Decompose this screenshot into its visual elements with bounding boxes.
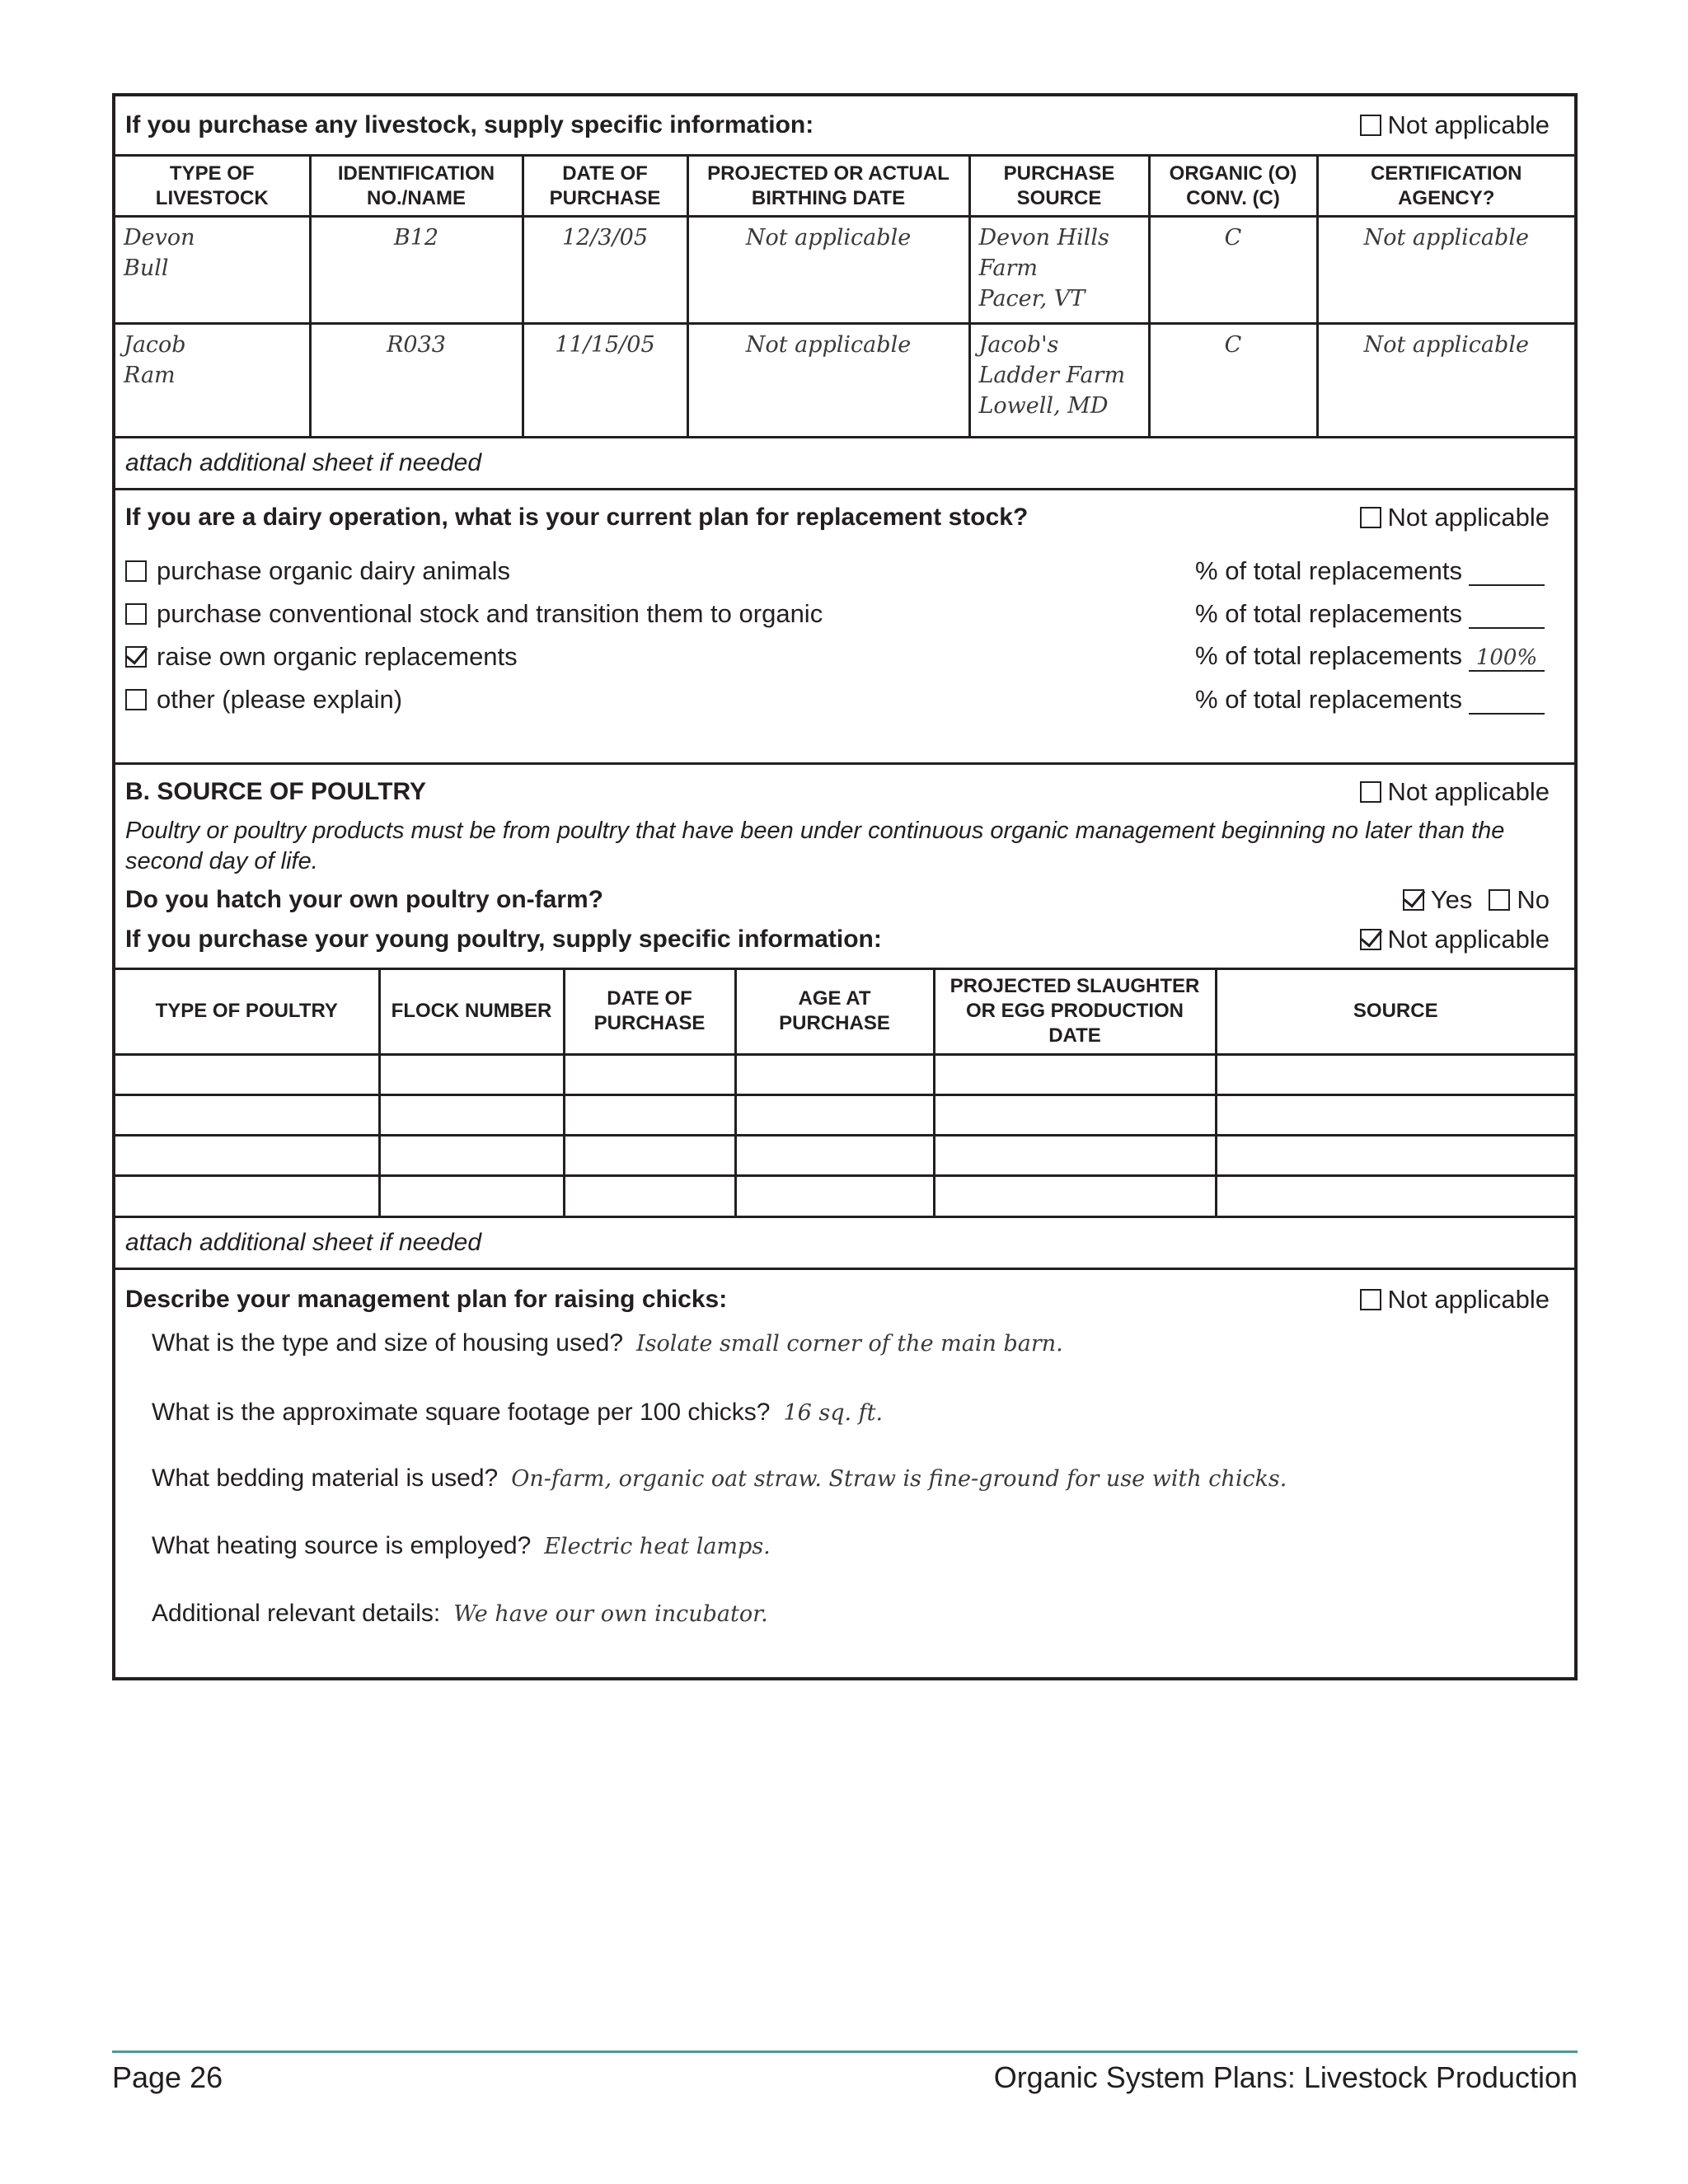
footer-rule: [112, 2050, 1578, 2053]
answer-text[interactable]: Electric heat lamps.: [544, 1534, 771, 1559]
poultry-section: [115, 765, 1574, 1219]
empty-cell[interactable]: [379, 1094, 564, 1135]
option-label: raise own organic replacements: [157, 641, 518, 671]
option-checkbox[interactable]: [125, 560, 147, 582]
empty-cell[interactable]: [564, 1135, 735, 1175]
chicks-question: [152, 1465, 1550, 1493]
col-certification-agency: CERTIFICATION AGENCY?: [1317, 156, 1574, 217]
answer-text[interactable]: We have our own incubator.: [453, 1601, 768, 1627]
table-row: [115, 217, 1574, 324]
option-label: purchase organic dairy animals: [157, 555, 511, 585]
option-label: purchase conventional stock and transition them to organic: [157, 598, 823, 628]
empty-cell[interactable]: [115, 1175, 379, 1216]
empty-cell[interactable]: [735, 1135, 934, 1175]
poultry-table: [115, 968, 1574, 1216]
answer-text[interactable]: On-farm, organic oat straw. Straw is fine-ground for use with chicks.: [511, 1466, 1287, 1492]
livestock-attach-note: attach additional sheet if needed: [125, 448, 481, 476]
empty-cell[interactable]: [115, 1135, 379, 1175]
chicks-question: [152, 1600, 1550, 1628]
cell-birthing[interactable]: Not applicable: [687, 217, 969, 324]
cell-id[interactable]: B12: [310, 217, 523, 324]
poultry-na-label: Not applicable: [1387, 776, 1550, 806]
table-row: [115, 1175, 1574, 1216]
purchase-na-label: Not applicable: [1387, 924, 1550, 954]
col-type-of-poultry: TYPE OF POULTRY: [115, 968, 379, 1054]
pct-value[interactable]: 100%: [1469, 645, 1545, 672]
document-title: Organic System Plans: Livestock Production: [993, 2060, 1578, 2094]
hatch-yes-checkbox[interactable]: [1403, 889, 1424, 911]
pct-label: % of total replacements: [1195, 598, 1462, 628]
pct-blank[interactable]: [1469, 690, 1545, 715]
hatch-yes-label: Yes: [1430, 884, 1473, 914]
question-text: What bedding material is used?: [152, 1465, 499, 1492]
cell-birthing[interactable]: Not applicable: [687, 324, 969, 436]
hatch-no-checkbox[interactable]: [1489, 889, 1510, 911]
livestock-heading: If you purchase any livestock, supply specific information:: [125, 111, 814, 138]
pct-blank[interactable]: [1469, 561, 1545, 586]
livestock-na-label: Not applicable: [1387, 110, 1550, 139]
cell-type: Jacob: [124, 332, 186, 358]
empty-cell[interactable]: [564, 1175, 735, 1216]
purchase-na-checkbox[interactable]: [1360, 929, 1381, 950]
question-text: Additional relevant details:: [152, 1600, 441, 1627]
option-label: other (please explain): [157, 684, 403, 714]
cell-agency[interactable]: Not applicable: [1317, 324, 1574, 436]
answer-text[interactable]: Isolate small corner of the main barn.: [636, 1331, 1063, 1357]
empty-cell[interactable]: [1216, 1094, 1574, 1135]
pct-blank[interactable]: [1469, 604, 1545, 629]
option-checkbox-checked[interactable]: [125, 646, 147, 668]
empty-cell[interactable]: [379, 1175, 564, 1216]
answer-text[interactable]: 16 sq. ft.: [783, 1400, 884, 1426]
cell-source: Lowell, MD: [978, 393, 1109, 419]
col-projected-slaughter: PROJECTED SLAUGHTER OR EGG PRODUCTION DATE: [934, 968, 1216, 1054]
poultry-attach-note: attach additional sheet if needed: [125, 1229, 481, 1256]
empty-cell[interactable]: [934, 1054, 1216, 1094]
hatch-question: Do you hatch your own poultry on-farm?: [125, 885, 603, 913]
dairy-na-label: Not applicable: [1387, 502, 1550, 532]
col-date-of-purchase: DATE OF PURCHASE: [523, 156, 687, 217]
chicks-question: [152, 1399, 1550, 1427]
cell-type: Bull: [124, 255, 169, 281]
empty-cell[interactable]: [934, 1135, 1216, 1175]
col-age-at-purchase: AGE AT PURCHASE: [735, 968, 934, 1054]
col-birthing-date: PROJECTED OR ACTUAL BIRTHING DATE: [687, 156, 969, 217]
pct-label: % of total replacements: [1195, 684, 1462, 714]
cell-source: Ladder Farm: [978, 363, 1126, 388]
cell-source: Pacer, VT: [978, 286, 1085, 312]
pct-label: % of total replacements: [1195, 555, 1462, 585]
poultry-heading: B. SOURCE OF POULTRY: [125, 777, 427, 805]
question-text: What is the approximate square footage per 100 chicks?: [152, 1399, 771, 1426]
empty-cell[interactable]: [1216, 1175, 1574, 1216]
dairy-option: [125, 678, 1545, 721]
dairy-section: [115, 490, 1574, 765]
livestock-table: [115, 154, 1574, 436]
option-checkbox[interactable]: [125, 689, 147, 710]
cell-source: Farm: [978, 255, 1039, 281]
cell-date[interactable]: 11/15/05: [523, 324, 687, 436]
cell-type: Ram: [124, 363, 176, 388]
col-identification: IDENTIFICATION NO./NAME: [310, 156, 523, 217]
chicks-na-label: Not applicable: [1387, 1285, 1550, 1314]
empty-cell[interactable]: [379, 1054, 564, 1094]
chicks-question: [152, 1532, 1550, 1560]
chicks-section: [115, 1270, 1574, 1677]
empty-cell[interactable]: [564, 1094, 735, 1135]
livestock-form: [112, 93, 1578, 1680]
poultry-na-checkbox[interactable]: [1360, 781, 1381, 803]
empty-cell[interactable]: [115, 1094, 379, 1135]
poultry-description: Poultry or poultry products must be from poultry that have been under continuous organic management beginning no later than the second day of life.: [125, 817, 1505, 874]
option-checkbox[interactable]: [125, 603, 147, 625]
col-source: SOURCE: [1216, 968, 1574, 1054]
cell-source: Devon Hills: [978, 225, 1109, 251]
cell-type: Devon: [124, 225, 195, 251]
col-date-of-purchase: DATE OF PURCHASE: [564, 968, 735, 1054]
cell-organic[interactable]: C: [1149, 324, 1317, 436]
pct-label: % of total replacements: [1195, 641, 1462, 670]
empty-cell[interactable]: [379, 1135, 564, 1175]
livestock-na-checkbox[interactable]: [1360, 115, 1381, 136]
purchase-question: If you purchase your young poultry, supply specific information:: [125, 925, 882, 953]
cell-id[interactable]: R033: [310, 324, 523, 436]
chicks-na-checkbox[interactable]: [1360, 1289, 1381, 1310]
empty-cell[interactable]: [115, 1054, 379, 1094]
table-row: [115, 1094, 1574, 1135]
empty-cell[interactable]: [735, 1175, 934, 1216]
dairy-option: [125, 593, 1545, 635]
cell-source: Jacob's: [978, 332, 1059, 358]
cell-organic[interactable]: C: [1149, 217, 1317, 324]
dairy-heading: If you are a dairy operation, what is your current plan for replacement stock?: [125, 503, 1029, 531]
dairy-option: [125, 635, 1545, 678]
empty-cell[interactable]: [735, 1054, 934, 1094]
question-text: What heating source is employed?: [152, 1532, 532, 1559]
livestock-purchase-section: [115, 96, 1574, 438]
col-purchase-source: PURCHASE SOURCE: [969, 156, 1149, 217]
chicks-heading: Describe your management plan for raising chicks:: [125, 1286, 728, 1313]
dairy-option: [125, 550, 1545, 593]
col-flock-number: FLOCK NUMBER: [379, 968, 564, 1054]
empty-cell[interactable]: [564, 1054, 735, 1094]
dairy-na-checkbox[interactable]: [1360, 507, 1381, 528]
col-organic-conv: ORGANIC (O) CONV. (C): [1149, 156, 1317, 217]
empty-cell[interactable]: [934, 1094, 1216, 1135]
cell-date[interactable]: 12/3/05: [523, 217, 687, 324]
chicks-question: [152, 1329, 1550, 1357]
table-row: [115, 1054, 1574, 1094]
empty-cell[interactable]: [1216, 1135, 1574, 1175]
hatch-no-label: No: [1517, 884, 1550, 914]
question-text: What is the type and size of housing used?: [152, 1329, 624, 1357]
empty-cell[interactable]: [934, 1175, 1216, 1216]
page-number: Page 26: [112, 2060, 223, 2094]
table-row: [115, 1135, 1574, 1175]
col-type-of-livestock: TYPE OF LIVESTOCK: [115, 156, 310, 217]
empty-cell[interactable]: [1216, 1054, 1574, 1094]
empty-cell[interactable]: [735, 1094, 934, 1135]
table-row: [115, 324, 1574, 436]
cell-agency[interactable]: Not applicable: [1317, 217, 1574, 324]
